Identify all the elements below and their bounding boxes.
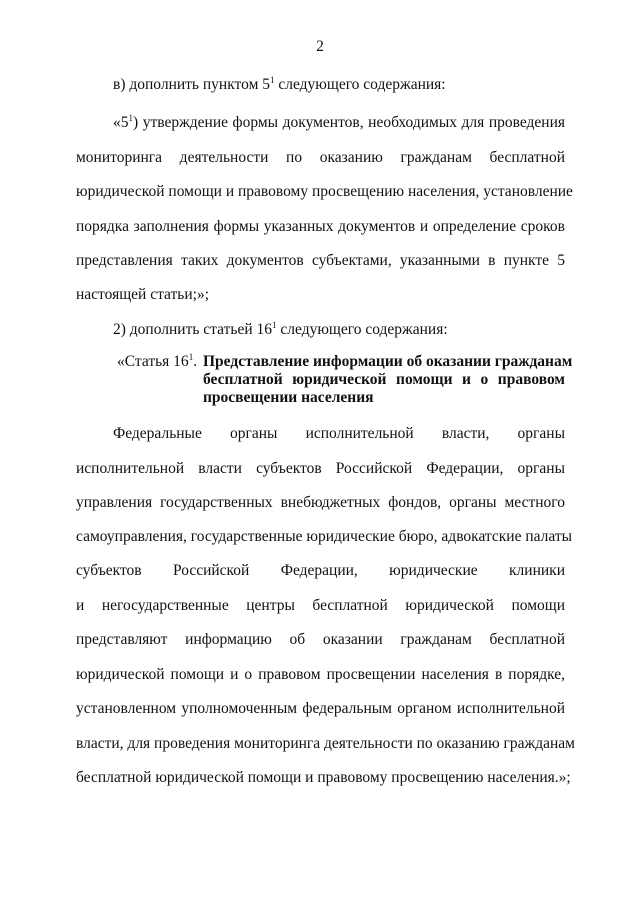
- amendment-v-line: в) дополнить пунктом $5^1$ следующего содержания:: [113, 74, 446, 93]
- body-line: представляют информацию об оказании гражданам бесплатной: [76, 631, 565, 648]
- page-number: 2: [316, 38, 324, 55]
- amendment-2-line: 2) дополнить статьей $16^1$ следующего содержания:: [113, 319, 448, 338]
- body-line: исполнительной власти субъектов Российской Федерации, органы: [76, 460, 565, 477]
- body-line: Федеральные органы исполнительной власти, органы: [113, 425, 565, 442]
- paragraph-51-line: юридической помощи и правовому просвещению населения, установление: [76, 183, 573, 200]
- paragraph-51-line: настоящей статьи;»;: [76, 286, 210, 303]
- body-line: управления государственных внебюджетных фондов, органы местного: [76, 494, 565, 511]
- paragraph-51-line: мониторинга деятельности по оказанию гражданам бесплатной: [76, 149, 565, 166]
- paragraph-51-line: порядка заполнения формы указанных документов и определение сроков: [76, 218, 565, 235]
- body-line: власти, для проведения мониторинга деятельности по оказанию гражданам: [76, 735, 575, 752]
- body-line: бесплатной юридической помощи и правовому просвещению населения.»;: [76, 769, 571, 786]
- article-prefix: «Статья $16^1$.: [117, 351, 198, 370]
- body-line: установленном уполномоченным федеральным органом исполнительной: [76, 700, 565, 717]
- paragraph-51-line: представления таких документов субъектами, указанными в пункте 5: [76, 252, 565, 269]
- article-title-line: Представление информации об оказании гражданам: [203, 353, 573, 370]
- article-title-line: бесплатной юридической помощи и о правовом: [203, 371, 565, 388]
- body-line: юридической помощи и о правовом просвещении населения в порядке,: [76, 666, 565, 683]
- body-line: и негосударственные центры бесплатной юридической помощи: [76, 597, 565, 614]
- body-line: субъектов Российской Федерации, юридические клиники: [76, 562, 565, 579]
- paragraph-51-first-line: «$5^1$) утверждение формы документов, необходимых для проведения: [113, 112, 565, 131]
- article-title-line: просвещении населения: [203, 389, 374, 406]
- body-line: самоуправления, государственные юридические бюро, адвокатские палаты: [76, 528, 573, 545]
